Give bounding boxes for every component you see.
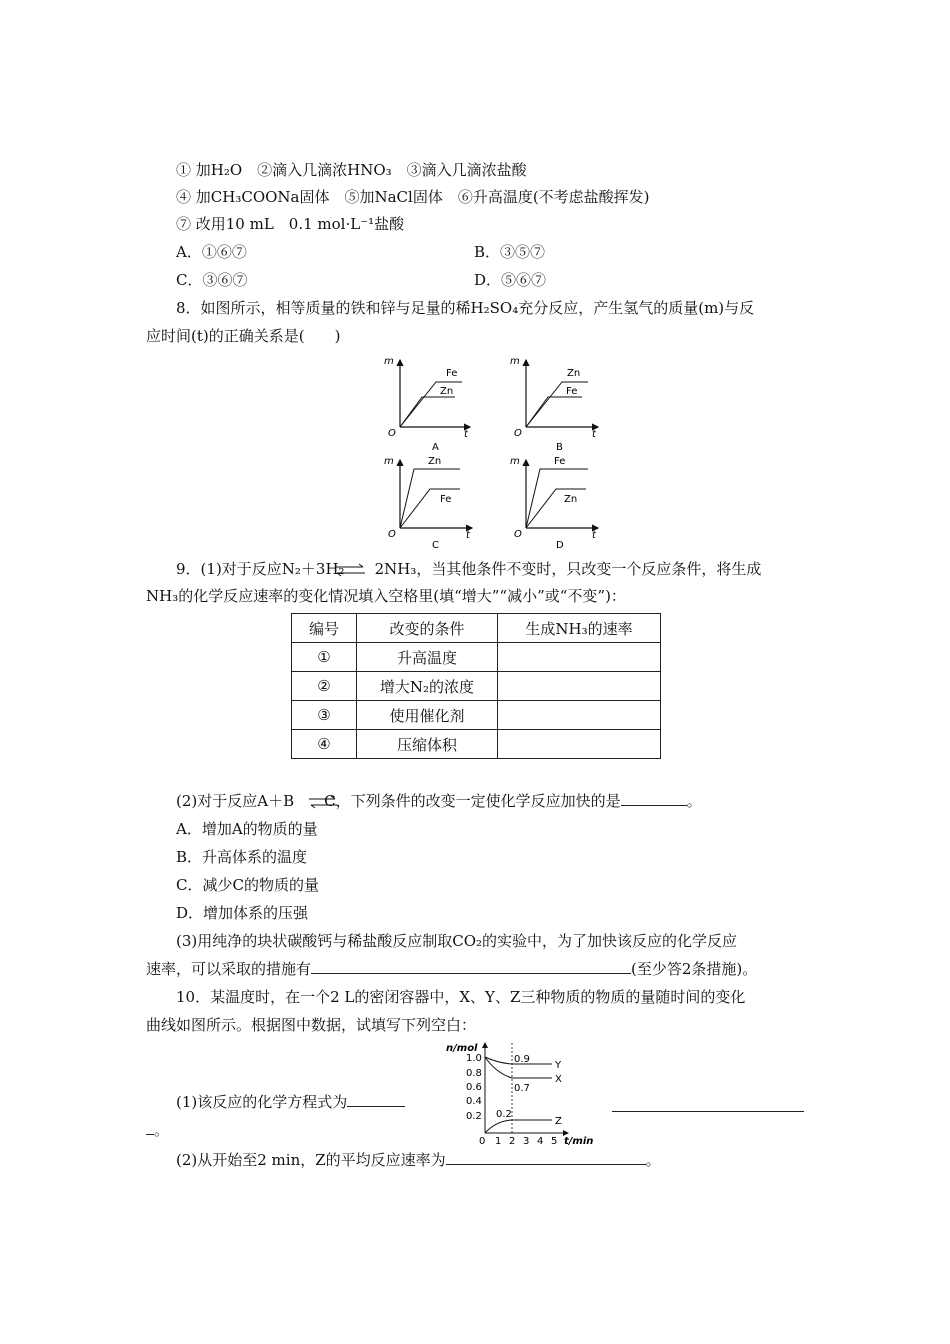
q10-part2 bbox=[176, 1150, 661, 1170]
q9-part2-blank[interactable] bbox=[621, 791, 687, 806]
q9-part3-end: (至少答2条措施)。 bbox=[631, 960, 758, 978]
q9-table bbox=[291, 613, 661, 759]
svg-text:0.6: 0.6 bbox=[466, 1082, 482, 1093]
q10-stem-line2: 曲线如图所示。根据图中数据，试填写下列空白： bbox=[146, 1016, 477, 1034]
q10-part1-blank-c[interactable] bbox=[146, 1120, 154, 1135]
svg-text:4: 4 bbox=[537, 1136, 544, 1147]
svg-text:m: m bbox=[510, 456, 520, 467]
svg-text:t: t bbox=[466, 530, 470, 541]
q8-stem-line1: 8．如图所示，相等质量的铁和锌与足量的稀H₂SO₄充分反应，产生氢气的质量(m)与反 bbox=[176, 299, 755, 317]
svg-text:C: C bbox=[432, 540, 439, 551]
q7-choice-b: B．③⑤⑦ bbox=[474, 243, 546, 261]
q9-part2-b: B．升高体系的温度 bbox=[176, 848, 308, 866]
svg-text:t: t bbox=[592, 530, 596, 541]
svg-text:3: 3 bbox=[523, 1136, 530, 1147]
table-cell: ④ bbox=[292, 730, 357, 759]
svg-text:2: 2 bbox=[509, 1136, 516, 1147]
svg-text:D: D bbox=[556, 540, 564, 551]
answer-cell[interactable] bbox=[498, 672, 661, 701]
svg-text:m: m bbox=[384, 356, 394, 367]
q9-part3-line1: (3)用纯净的块状碳酸钙与稀盐酸反应制取CO₂的实验中，为了加快该反应的化学反应 bbox=[176, 932, 738, 950]
svg-text:0: 0 bbox=[479, 1136, 486, 1147]
q10-part1-blank-a[interactable] bbox=[347, 1092, 405, 1107]
svg-text:t: t bbox=[592, 429, 596, 440]
table-header-row bbox=[292, 614, 661, 643]
q8-graph-b bbox=[510, 356, 598, 453]
svg-text:t/min: t/min bbox=[564, 1136, 594, 1147]
q9-stem-line1: 9．(1)对于反应N₂＋3H₂ 2NH₃，当其他条件不变时，只改变一个反应条件，将生成 bbox=[176, 560, 762, 578]
svg-text:n/mol: n/mol bbox=[446, 1043, 478, 1054]
svg-text:Zn: Zn bbox=[428, 456, 442, 467]
answer-cell[interactable] bbox=[498, 730, 661, 759]
answer-cell[interactable] bbox=[498, 643, 661, 672]
svg-text:Y: Y bbox=[555, 1060, 562, 1071]
svg-text:O: O bbox=[388, 529, 396, 540]
q10-part2-end: 。 bbox=[645, 1151, 661, 1169]
reversible-arrow-icon bbox=[307, 795, 339, 809]
q7-choice-a: A．①⑥⑦ bbox=[176, 243, 247, 261]
table-cell: 升高温度 bbox=[357, 643, 498, 672]
q9-part3-blank[interactable] bbox=[311, 959, 631, 974]
table-header: 编号 bbox=[292, 614, 357, 643]
table-cell: 使用催化剂 bbox=[357, 701, 498, 730]
q7-options-line2: ④ 加CH₃COONa固体 ⑤加NaCl固体 ⑥升高温度(不考虑盐酸挥发) bbox=[176, 188, 650, 206]
q8-graph-a bbox=[384, 356, 470, 453]
svg-text:0.9: 0.9 bbox=[514, 1054, 530, 1065]
svg-text:m: m bbox=[510, 356, 520, 367]
q9-part2-c: C．减少C的物质的量 bbox=[176, 876, 319, 894]
q9-part2-d: D．增加体系的压强 bbox=[176, 904, 309, 922]
svg-text:0.7: 0.7 bbox=[514, 1083, 530, 1094]
table-row bbox=[292, 643, 661, 672]
q10-part2-blank[interactable] bbox=[446, 1150, 646, 1165]
q10-part2-text: (2)从开始至2 min，Z的平均反应速率为 bbox=[176, 1151, 446, 1169]
svg-text:Zn: Zn bbox=[567, 368, 581, 379]
q8-graphs bbox=[360, 352, 620, 552]
q9-part2 bbox=[176, 791, 702, 811]
q10-part1 bbox=[176, 1092, 405, 1112]
q8-graph-d bbox=[510, 456, 598, 551]
table-cell: ③ bbox=[292, 701, 357, 730]
q10-stem-line1: 10．某温度时，在一个2 L的密闭容器中，X、Y、Z三种物质的物质的量随时间的变化 bbox=[176, 988, 746, 1006]
q8-graph-c bbox=[384, 456, 472, 551]
svg-text:0.2: 0.2 bbox=[496, 1109, 512, 1120]
svg-text:m: m bbox=[384, 456, 394, 467]
svg-text:0.8: 0.8 bbox=[466, 1068, 482, 1079]
q9-part2-text: (2)对于反应A＋B C，下列条件的改变一定使化学反应加快的是 bbox=[176, 792, 621, 810]
svg-text:Fe: Fe bbox=[554, 456, 566, 467]
q9-part2-end: 。 bbox=[686, 792, 702, 810]
q10-part1-text: (1)该反应的化学方程式为 bbox=[176, 1093, 348, 1111]
q9-part3-text: 速率，可以采取的措施有 bbox=[146, 960, 312, 978]
svg-text:1.0: 1.0 bbox=[466, 1053, 482, 1064]
q7-options-line3: ⑦ 改用10 mL 0.1 mol·L⁻¹盐酸 bbox=[176, 215, 405, 233]
svg-text:Zn: Zn bbox=[440, 386, 454, 397]
q7-choice-d: D．⑤⑥⑦ bbox=[474, 271, 547, 289]
table-header: 改变的条件 bbox=[357, 614, 498, 643]
table-row bbox=[292, 701, 661, 730]
table-header: 生成NH₃的速率 bbox=[498, 614, 661, 643]
svg-text:1: 1 bbox=[495, 1136, 502, 1147]
q10-part1-blank-b[interactable] bbox=[612, 1097, 804, 1112]
svg-text:O: O bbox=[514, 529, 522, 540]
equilibrium-arrow-icon bbox=[333, 563, 367, 577]
svg-text:A: A bbox=[432, 442, 439, 453]
svg-text:Fe: Fe bbox=[566, 386, 578, 397]
svg-text:5: 5 bbox=[551, 1136, 558, 1147]
table-cell: ② bbox=[292, 672, 357, 701]
svg-text:Z: Z bbox=[555, 1116, 562, 1127]
q9-part2-a: A．增加A的物质的量 bbox=[176, 820, 318, 838]
q10-part1-cont bbox=[146, 1120, 169, 1140]
table-row bbox=[292, 730, 661, 759]
svg-text:Zn: Zn bbox=[564, 494, 578, 505]
svg-text:0.4: 0.4 bbox=[466, 1096, 482, 1107]
q10-graph bbox=[440, 1041, 610, 1151]
svg-text:X: X bbox=[555, 1074, 562, 1085]
svg-text:B: B bbox=[556, 442, 563, 453]
q8-stem-line2: 应时间(t)的正确关系是( ) bbox=[146, 327, 341, 345]
table-row bbox=[292, 672, 661, 701]
table-cell: 增大N₂的浓度 bbox=[357, 672, 498, 701]
q9-stem-line2: NH₃的化学反应速率的变化情况填入空格里(填“增大”“减小”或“不变”)： bbox=[146, 587, 626, 605]
table-cell: 压缩体积 bbox=[357, 730, 498, 759]
answer-cell[interactable] bbox=[498, 701, 661, 730]
svg-text:Fe: Fe bbox=[446, 368, 458, 379]
q7-options-line1: ① 加H₂O ②滴入几滴浓HNO₃ ③滴入几滴浓盐酸 bbox=[176, 161, 527, 179]
table-cell: ① bbox=[292, 643, 357, 672]
svg-text:O: O bbox=[514, 428, 522, 439]
svg-text:0.2: 0.2 bbox=[466, 1111, 482, 1122]
svg-text:Fe: Fe bbox=[440, 494, 452, 505]
q10-part1-end: 。 bbox=[154, 1121, 170, 1139]
svg-text:t: t bbox=[464, 429, 468, 440]
q7-choice-c: C．③⑥⑦ bbox=[176, 271, 248, 289]
svg-text:O: O bbox=[388, 428, 396, 439]
q9-part3-line2 bbox=[146, 959, 757, 979]
